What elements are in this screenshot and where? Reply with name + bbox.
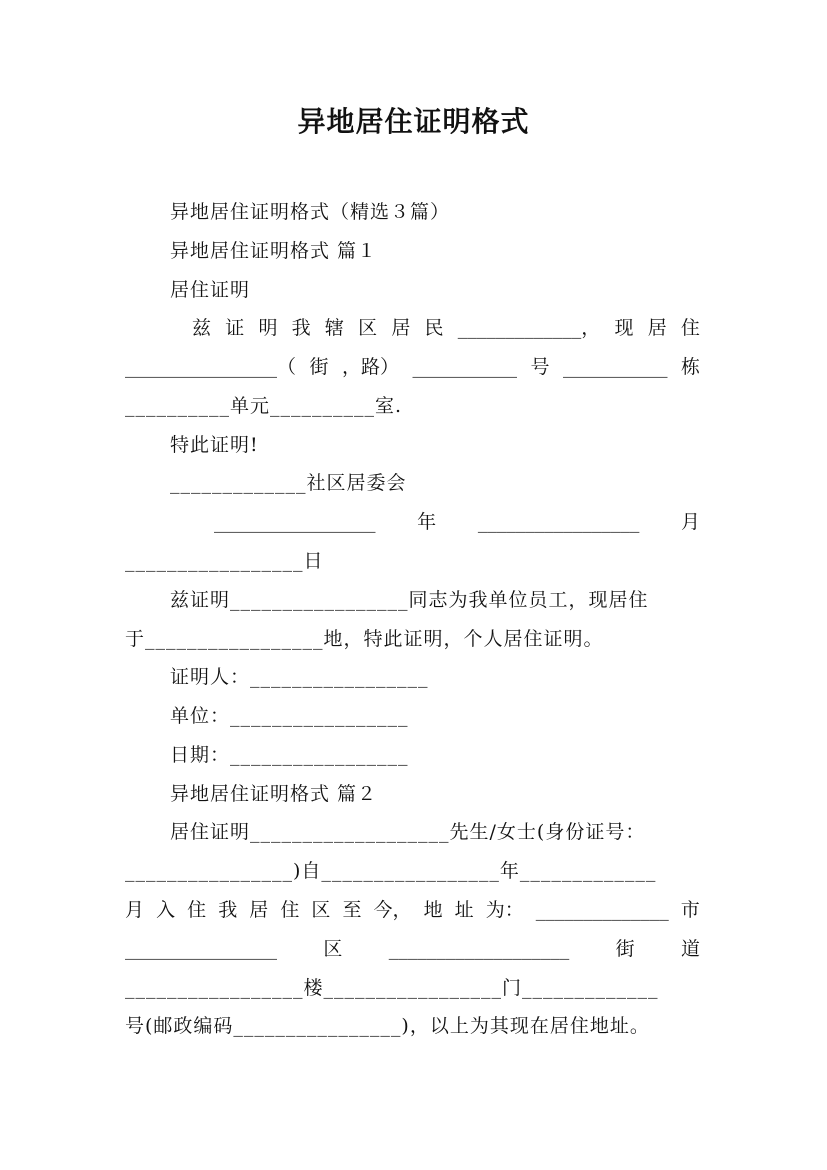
text-segment: 住 xyxy=(187,899,207,921)
blank-field: ________________（ xyxy=(125,356,297,378)
blank-field: _____________， xyxy=(457,317,601,339)
text-segment: 我 xyxy=(291,317,311,339)
witness-line: 证明人：_________________ xyxy=(170,666,429,688)
paragraph-line: ________________)自_________________年_____________ xyxy=(125,860,657,882)
paragraph-line: 特此证明! xyxy=(170,434,259,456)
text-segment: 号 xyxy=(530,356,550,378)
text-segment: 居 xyxy=(391,317,411,339)
text-segment: 为： xyxy=(485,899,524,921)
certificate-heading: 居住证明 xyxy=(170,279,251,301)
blank-field: _________________ xyxy=(477,511,640,533)
blank-field: ___________ xyxy=(412,356,517,378)
text-segment: 住 xyxy=(280,899,300,921)
paragraph-line: __________单元__________室. xyxy=(125,395,403,417)
date-line xyxy=(214,510,700,534)
text-segment: 明 xyxy=(258,317,278,339)
text-segment: 月 xyxy=(125,899,145,921)
paragraph-line xyxy=(125,355,700,379)
subtitle-line: 异地居住证明格式（精选３篇） xyxy=(170,201,451,223)
text-segment: 现 xyxy=(614,317,634,339)
text-segment: 月 xyxy=(680,511,700,533)
paragraph-line xyxy=(192,316,700,340)
date-line: _________________日 xyxy=(125,550,324,572)
paragraph-line: 于_________________地，特此证明，个人居住证明。 xyxy=(125,628,604,650)
unit-line: 单位：_________________ xyxy=(170,705,409,727)
text-segment: 居 xyxy=(647,317,667,339)
text-segment: 入 xyxy=(156,899,176,921)
date-line: 日期：_________________ xyxy=(170,744,409,766)
text-segment: 区 xyxy=(323,938,343,960)
section-heading-2: 异地居住证明格式 篇２ xyxy=(170,783,378,805)
paragraph-line: _________________楼_________________门_____________ xyxy=(125,977,659,999)
text-segment: 证 xyxy=(225,317,245,339)
blank-field: _________________ xyxy=(214,511,376,533)
text-segment: 地 xyxy=(423,899,443,921)
paragraph-line: 兹证明_________________同志为我单位员工，现居住 xyxy=(170,589,649,611)
text-segment: 民 xyxy=(424,317,444,339)
text-segment: 区 xyxy=(311,899,331,921)
text-segment: 住 xyxy=(680,317,700,339)
document-title: 异地居住证明格式 xyxy=(297,105,530,138)
paragraph-line xyxy=(125,937,700,961)
blank-field: ___________ xyxy=(562,356,668,378)
paragraph-line: 居住证明___________________先生/女士(身份证号： xyxy=(170,821,646,843)
text-segment: 我 xyxy=(218,899,238,921)
text-segment: 街 xyxy=(309,356,329,378)
paragraph-line: 号(邮政编码________________)，以上为其现在居住地址。 xyxy=(125,1015,650,1037)
text-segment: 今， xyxy=(373,899,412,921)
blank-field: ___________________ xyxy=(388,938,570,960)
text-segment: 居 xyxy=(249,899,269,921)
text-segment: 区 xyxy=(358,317,378,339)
blank-field: ________________ xyxy=(125,938,277,960)
text-segment: 年 xyxy=(417,511,437,533)
signature-line: _____________社区居委会 xyxy=(170,472,407,494)
section-heading-1: 异地居住证明格式 篇１ xyxy=(170,240,378,262)
text-segment: 至 xyxy=(342,899,362,921)
text-segment: 市 xyxy=(680,899,700,921)
text-segment: 道 xyxy=(680,938,700,960)
text-segment: 街 xyxy=(615,938,635,960)
text-segment: ，路） xyxy=(342,356,400,378)
text-segment: 址 xyxy=(454,899,474,921)
text-segment: 栋 xyxy=(680,356,700,378)
paragraph-line xyxy=(125,898,700,922)
text-segment: 兹 xyxy=(192,317,212,339)
text-segment: 辖 xyxy=(324,317,344,339)
blank-field: ______________ xyxy=(535,899,669,921)
